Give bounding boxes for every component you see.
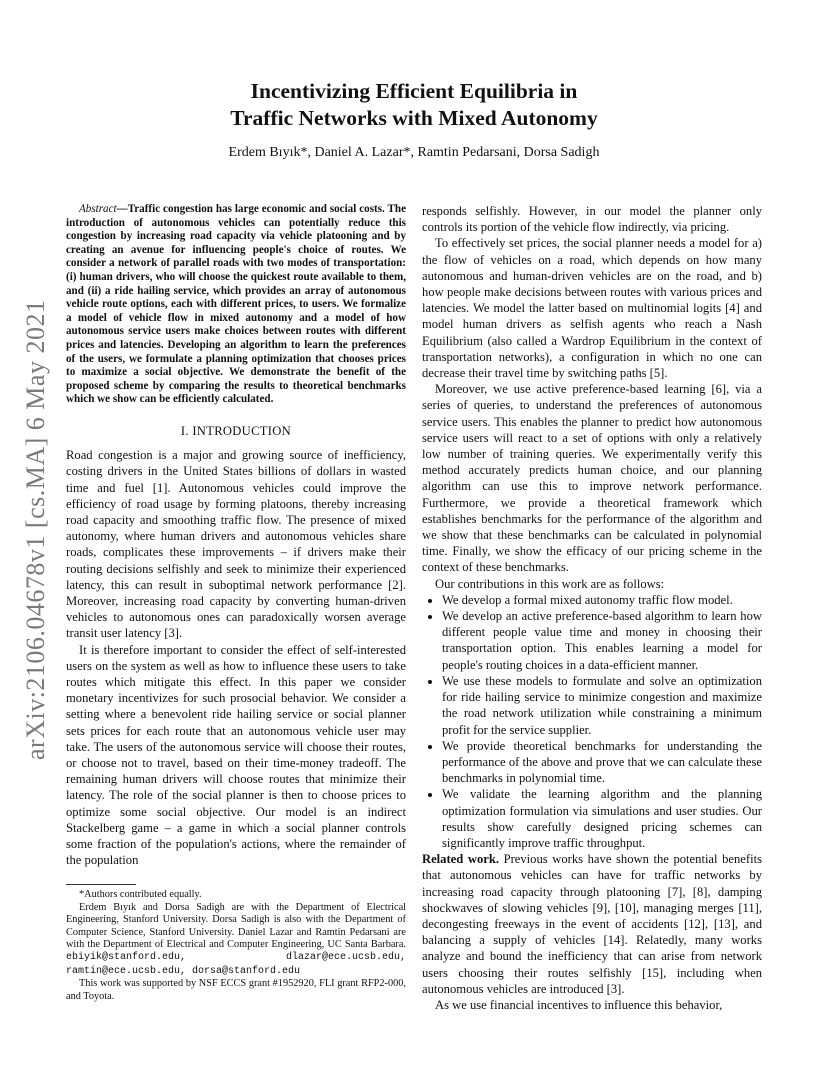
footnote-affiliations [66, 902, 406, 978]
abstract-body: —Traffic congestion has large economic and social costs. The introduction of autonomous vehicles can potentially reduce this congestion by increasing road capacity via vehicle platooning and by creating an avenue for influencing people's choice of routes. We consider a network of parallel roads with two modes of transportation: (i) human drivers, who will choose the quickest route available to them, and (ii) a ride hailing service, which provides an array of autonomous vehicle route options, each with different prices, to users. We formalize a model of vehicle flow in mixed autonomy and a model of how autonomous service users make choices between routes with different prices and latencies. Developing an algorithm to learn the preferences of the users, we formulate a planning optimization that chooses prices to maximize a social objective. We demonstrate the benefit of the proposed scheme by comparing the results to theoretical benchmarks which we show can be efficiently calculated. [66, 203, 406, 406]
related-work-body: Previous works have shown the potential benefits that autonomous vehicles can have for traffic networks by increasing road capacity through platooning [7], [8], damping shockwaves of slowing vehicles [9], [10], managing merges [11], decongesting freeways in the event of accidents [12], [13], and balancing a supply of vehicles [14]. Relatedly, many works analyze and bound the inefficiency that can arise from network users choosing their routes selfishly [15], including when autonomous vehicles are introduced [3]. [422, 852, 762, 996]
title-line-2: Traffic Networks with Mixed Autonomy [230, 106, 598, 130]
right-paragraph-last: As we use financial incentives to influence this behavior, [435, 997, 723, 1012]
list-item: • We provide theoretical benchmarks for understanding the performance of the above and prove that we can calculate these benchmarks in polynomial time. [442, 738, 762, 787]
section-heading-introduction: I. INTRODUCTION [180, 423, 292, 438]
list-item: • We validate the learning algorithm and the planning optimization formulation via simulations and user studies. Our results show carefully designed pricing schemes can significantly improve traffic throughput. [442, 786, 762, 851]
left-column [66, 203, 406, 1003]
abstract [66, 203, 406, 407]
footnote-equal-contribution: *Authors contributed equally. [79, 889, 202, 901]
footnote-emails: ebiyik@stanford.edu, dlazar@ece.ucsb.edu, ramtin@ece.ucsb.edu, dorsa@stanford.edu [66, 952, 406, 977]
footnote-funding: This work was supported by NSF ECCS grant #1952920, FLI grant RFP2-000, and Toyota. [66, 978, 406, 1002]
arxiv-stamp [14, 272, 54, 762]
abstract-label: Abstract [79, 203, 117, 215]
title-line-1: Incentivizing Efficient Equilibria in [250, 79, 578, 103]
right-column [422, 203, 762, 1013]
list-item: • We develop an active preference-based algorithm to learn how different people value time and money in choosing their transportation option. This enables learning a model for people's routing choices in a data-efficient manner. [442, 608, 762, 673]
contributions-intro: Our contributions in this work are as follows: [435, 576, 665, 591]
right-paragraph-2: To effectively set prices, the social planner needs a model for a) the flow of vehicles on a road, which depends on how many autonomous and human-driven vehicles are on the road, and b) how people make decisions between routes with various prices and latencies. We model the latter based on multinomial logits [4] and model human drivers as selfish agents who reach a Nash Equilibrium (also called a Wardrop Equilibrium in the context of transportation networks), a configuration in which no one can decrease their travel time by switching paths [5]. [422, 236, 762, 381]
footnote-divider [66, 884, 136, 885]
intro-paragraph-1: Road congestion is a major and growing source of inefficiency, costing drivers in the United States billions of dollars in wasted time and fuel [1]. Autonomous vehicles could improve the efficiency of road usage by forming platoons, thereby increasing road capacity and smoothing traffic flow. The presence of mixed autonomy, where human drivers and autonomous vehicles share roads, complicates these improvements – if drivers make their routing decisions selfishly and seek to minimize their experienced latency, this can result in suboptimal network performance [2]. Moreover, increasing road capacity by converting human-driven vehicles to autonomous ones can paradoxically worsen average transit user latency [3]. [66, 448, 406, 641]
right-paragraph-1: responds selfishly. However, in our model the planner only controls its portion of the vehicle flow indirectly, via pricing. [422, 204, 762, 235]
footnote-affiliations-text: Erdem Bıyık and Dorsa Sadigh are with the Department of Electrical Engineering, Stanford University. Dorsa Sadigh is also with the Department of Computer Science, Stanford University. Daniel Lazar and Ramtin Pedarsani are with the Department of Electrical and Computer Engineering, UC Santa Barbara. [66, 901, 406, 951]
arxiv-stamp-text: arXiv:2106.04678v1 [cs.MA] 6 May 2021 [21, 299, 50, 760]
right-paragraph-3: Moreover, we use active preference-based learning [6], via a series of queries, to understand the preferences of autonomous service users. This enables the planner to predict how autonomous service users will react to a set of options with only a relatively low number of training queries. We experimentally verify this method accurately predicts human choice, and our planning algorithm can use this to improve network performance. Furthermore, we provide a theoretical framework which establishes benchmarks for the performance of the algorithm and we show that these benchmarks can be calculated in polynomial time. Finally, we show the efficacy of our pricing scheme in the context of these benchmarks. [422, 382, 762, 575]
intro-paragraph-2: It is therefore important to consider the effect of self-interested users on the system as well as how to influence these users to take routes which mitigate this effect. In this paper we consider monetary incentivizes for such prosocial behavior. We consider a setting where a benevolent ride hailing service or social planner sets prices for each route that an autonomous vehicle user may take. The users of the autonomous service will choose their routes, or choose not to travel, based on their time-money tradeoff. The remaining human drivers will choose routes that minimize their latency. The role of the social planner is then to choose prices to optimize some social objective. Our model is an indirect Stackelberg game – a game in which a social planner controls some fraction of the population's actions, where the remainder of the population [66, 642, 406, 868]
list-item: • We develop a formal mixed autonomy traffic flow model. [442, 592, 762, 608]
contributions-list [422, 592, 762, 851]
list-item: • We use these models to formulate and solve an optimization for ride hailing service to minimize congestion and maximize the road network utilization while constraining a minimum profit for the service supplier. [442, 673, 762, 738]
related-work-paragraph [422, 851, 762, 997]
related-work-label: Related work. [422, 852, 499, 867]
paper-title [150, 78, 678, 132]
author-list: Erdem Bıyık*, Daniel A. Lazar*, Ramtin Pedarsani, Dorsa Sadigh [228, 145, 600, 160]
